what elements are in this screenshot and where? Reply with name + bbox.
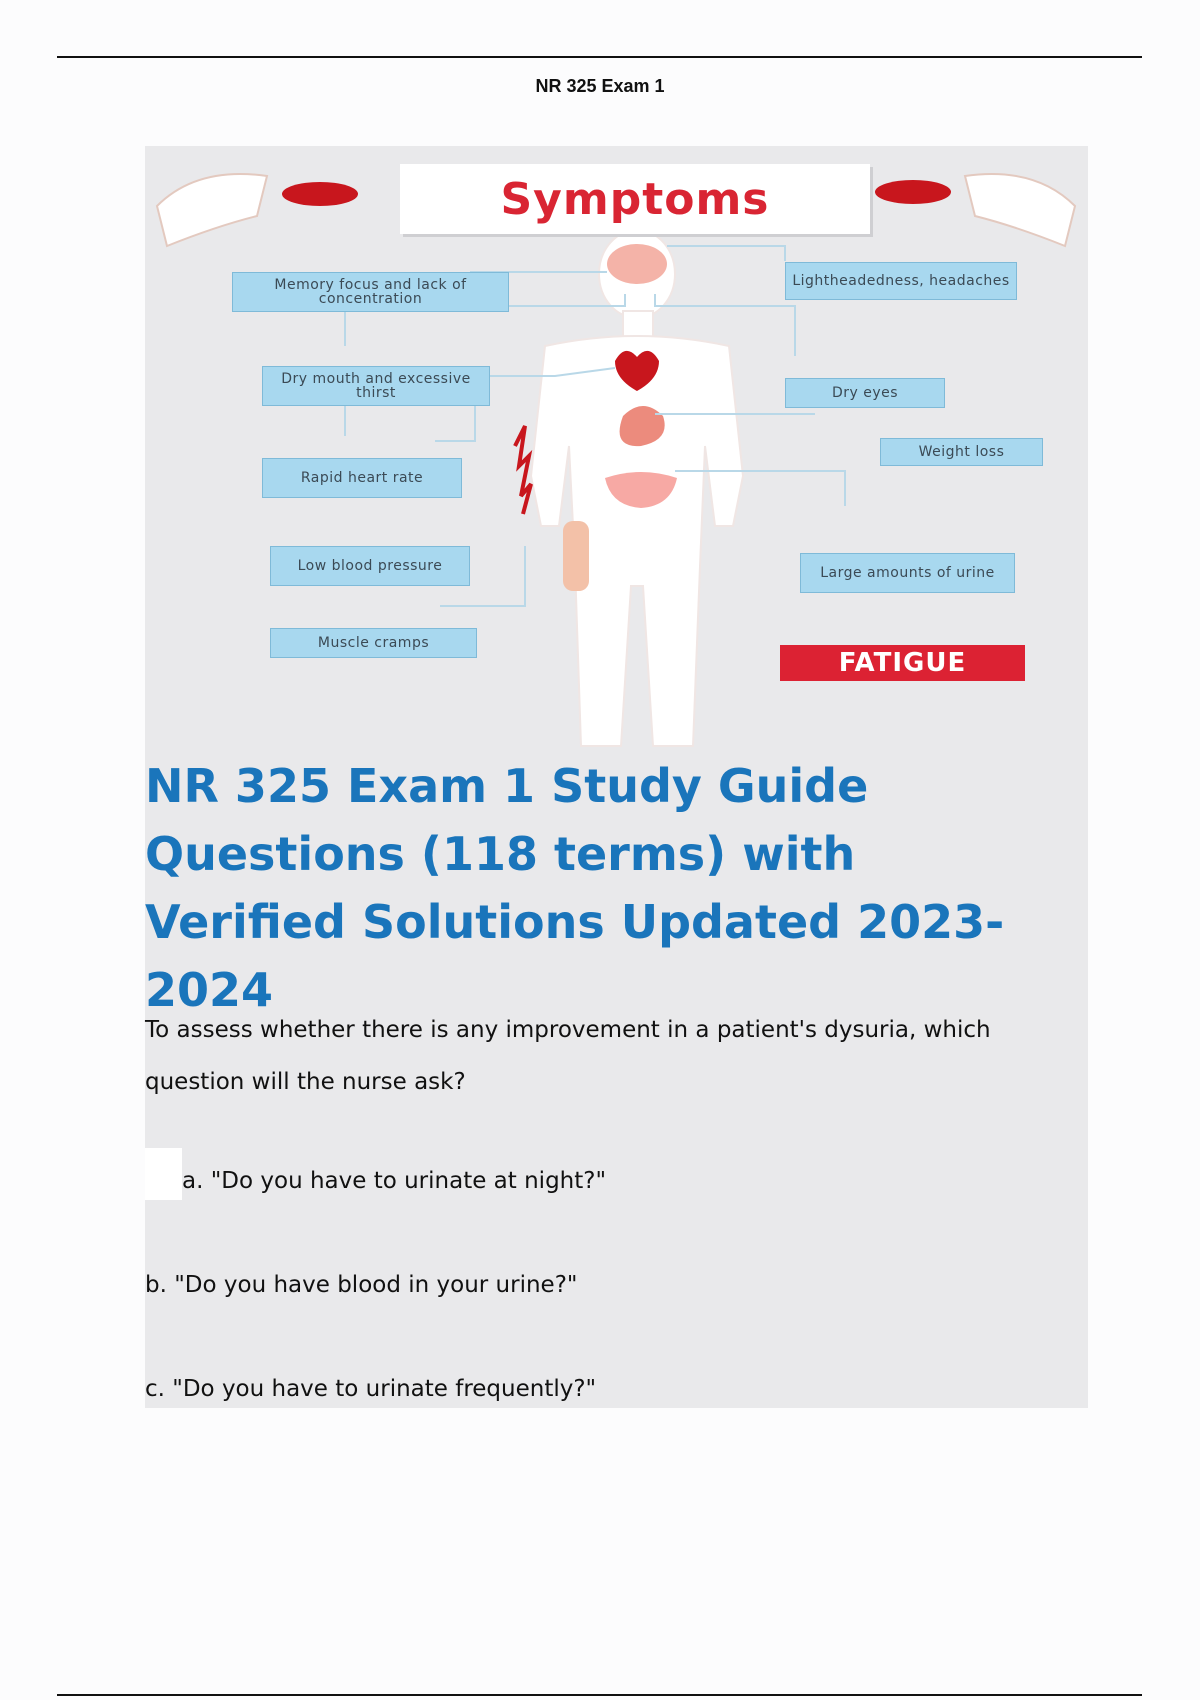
brain-icon [607,244,667,284]
label-dry-eyes: Dry eyes [785,378,945,408]
document-title: NR 325 Exam 1 Study Guide Questions (118 terms) with Verified Solutions Updated 2023-2024 [145,759,1005,1017]
symptoms-banner-text: Symptoms [500,173,770,225]
right-blood-drop-icon [875,180,951,204]
label-weight-loss: Weight loss [880,438,1043,466]
blood-vessel-icon [515,426,531,514]
label-muscle-cramps: Muscle cramps [270,628,477,658]
left-hand-icon [157,174,267,246]
answer-option-b: b. "Do you have blood in your urine?" [145,1272,578,1298]
label-large-urine: Large amounts of urine [800,553,1015,593]
page-header-title: NR 325 Exam 1 [535,76,665,96]
label-dry-mouth: Dry mouth and excessive thirst [262,366,490,406]
answer-option-a: a. "Do you have to urinate at night?" [182,1168,607,1194]
list-marker-gap [145,1148,182,1200]
label-rapid-heart-rate: Rapid heart rate [262,458,462,498]
answer-option-c: c. "Do you have to urinate frequently?" [145,1376,597,1402]
fatigue-badge: FATIGUE [780,645,1025,681]
label-low-blood-pressure: Low blood pressure [270,546,470,586]
label-memory: Memory focus and lack of concentration [232,272,509,312]
left-blood-drop-icon [282,182,358,206]
question-text: To assess whether there is any improvement in a patient's dysuria, which question will the nurse ask? [145,1017,991,1095]
symptoms-banner [400,164,870,234]
header-rule [57,56,1142,58]
footer-rule [57,1694,1142,1696]
leg-muscle-icon [563,521,589,591]
label-lightheadedness: Lightheadedness, headaches [785,262,1017,300]
right-hand-icon [965,174,1075,246]
